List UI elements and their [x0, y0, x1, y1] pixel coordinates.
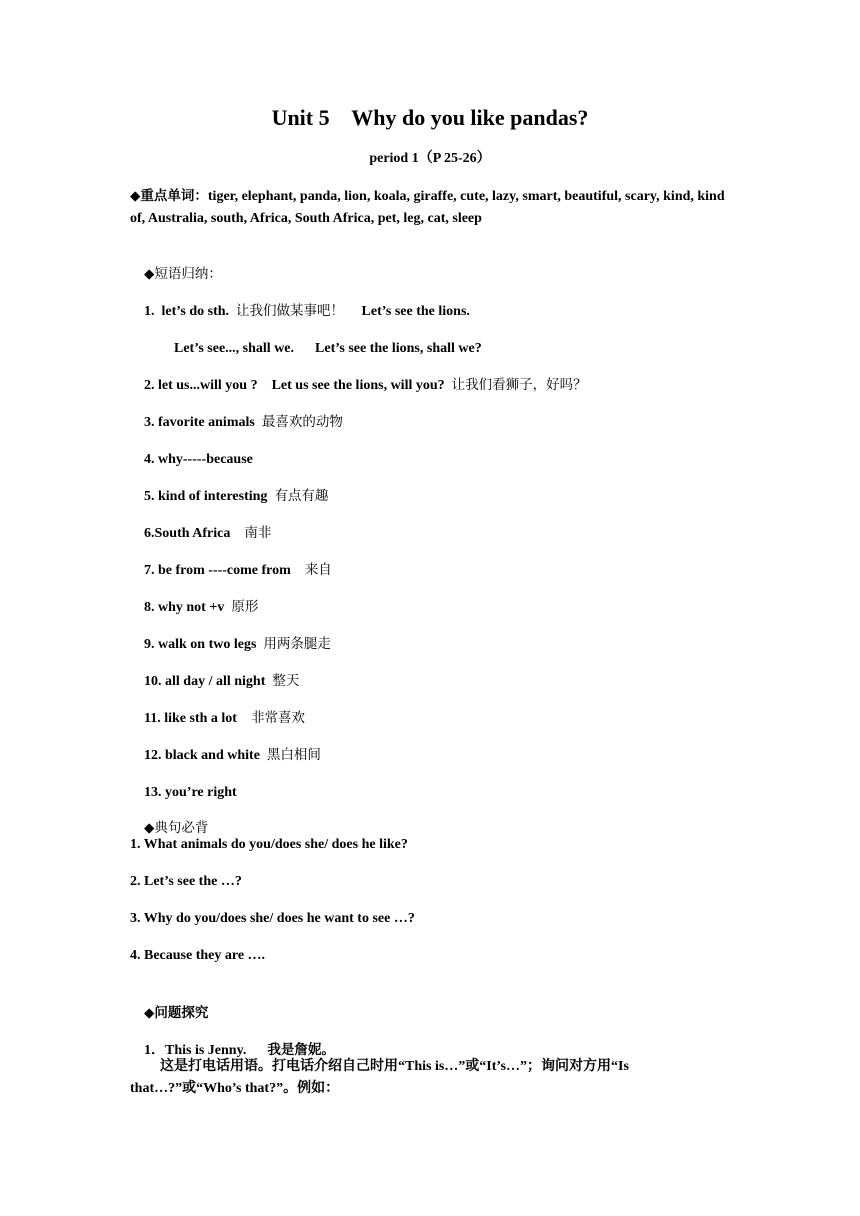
phrase-item: 10. all day / all night 整天 [144, 673, 300, 689]
sentence-item: 1. What animals do you/does she/ does he like? [130, 837, 408, 852]
page-title: Unit 5 Why do you like pandas? [271, 105, 589, 130]
sentence-item: 2. Let’s see the …? [130, 874, 242, 889]
vocab-words: tiger, elephant, panda, lion, koala, giraffe, cute, lazy, smart, beautiful, scary, kind, kind of, Australia, south, Africa, South Africa, pet, leg, cat, sleep [130, 189, 725, 226]
sentences-heading: ◆典句必背 [144, 820, 209, 836]
explore-item: 1．This is Jenny. 我是詹妮。 [144, 1042, 335, 1058]
phrase-item: 7. be from ----come from 来自 [144, 562, 332, 578]
explore-heading: ◆问题探究 [144, 1005, 209, 1021]
phrase-item: 1. let’s do sth. 让我们做某事吧！ Let’s see the lions. [144, 303, 470, 319]
phrase-item: 9. walk on two legs 用两条腿走 [144, 636, 331, 652]
phrases-heading: ◆短语归纳： [144, 266, 222, 282]
phrase-item: 5. kind of interesting 有点有趣 [144, 488, 329, 504]
phrase-item: 6.South Africa 南非 [144, 525, 272, 541]
sentence-item: 3. Why do you/does she/ does he want to see …? [130, 911, 415, 926]
vocab-label: ◆重点单词： [130, 188, 208, 204]
explore-paragraph: 这是打电话用语。打电话介绍自己时用“This is…”或“It’s…”；询问对方用“Is that…?”或“Who’s that?”。例如： [130, 1059, 629, 1096]
phrase-item: 12. black and white 黑白相间 [144, 747, 321, 763]
phrase-item: 13. you’re right [144, 785, 237, 800]
phrase-item: 11. like sth a lot 非常喜欢 [144, 710, 305, 726]
phrase-item: 8. why not +v 原形 [144, 599, 259, 615]
vocab-section [130, 185, 740, 230]
phrase-item: 4. why-----because [144, 452, 253, 467]
sentence-item: 4. Because they are …. [130, 948, 266, 963]
page-subtitle: period 1（P 25-26） [369, 151, 491, 166]
phrase-item: 3. favorite animals 最喜欢的动物 [144, 414, 343, 430]
phrase-item: Let’s see..., shall we. Let’s see the lions, shall we? [174, 341, 482, 356]
phrase-item: 2. let us...will you ? Let us see the lions, will you? 让我们看狮子，好吗？ [144, 377, 587, 393]
